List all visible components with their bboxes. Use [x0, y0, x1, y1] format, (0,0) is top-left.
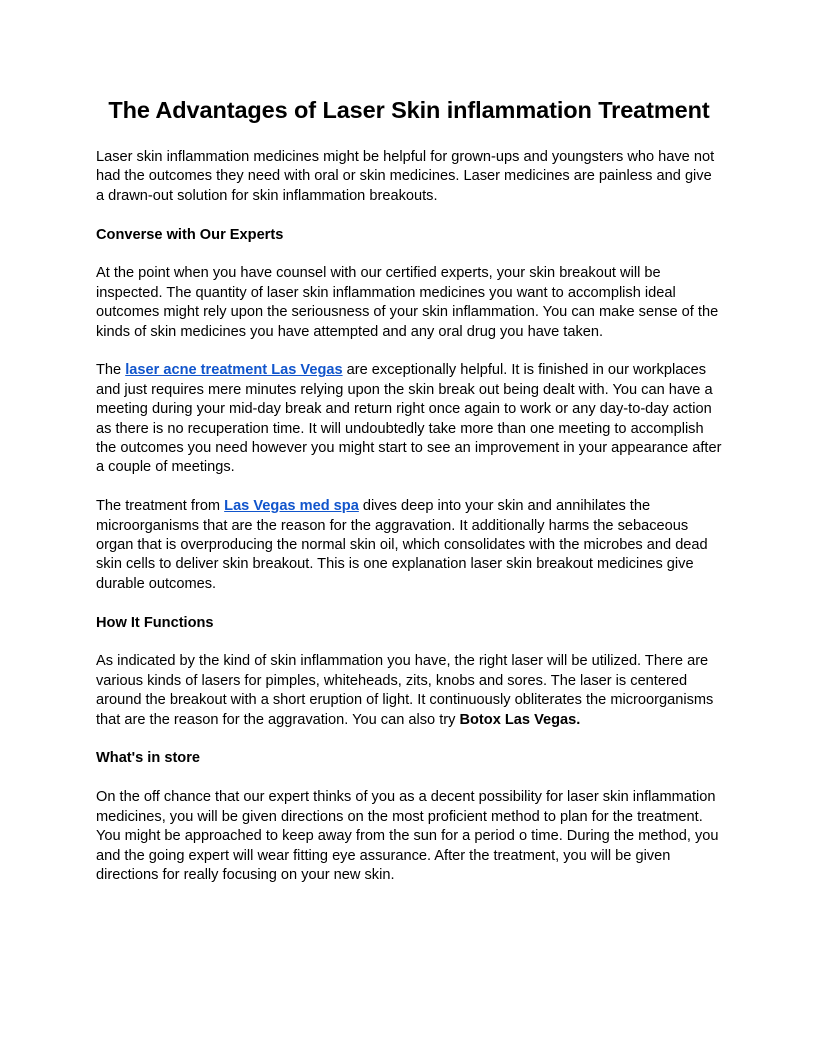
section-heading-experts: Converse with Our Experts — [96, 226, 284, 243]
botox-bold-text: Botox Las Vegas. — [459, 711, 581, 728]
experts-paragraph-2 — [96, 361, 722, 477]
functions-paragraph-text: As indicated by the kind of skin inflammation you have, the right laser will be utilized. There are various kinds of lasers for pimples, whiteheads, zits, knobs and sores. The laser is centered around the breakout with a short eruption of light. It continuously obliterates the microorganisms that are the reason for the aggravation. You can also try — [96, 653, 714, 728]
experts-paragraph-2-pre: The — [96, 362, 126, 379]
document-page — [96, 94, 722, 905]
experts-paragraph-3-pre: The treatment from — [96, 498, 225, 515]
intro-paragraph: Laser skin inflammation medicines might be helpful for grown-ups and youngsters who have not had the outcomes they need with oral or skin medicines. Laser medicines are painless and give a drawn-out solution for skin inflammation breakouts. — [96, 149, 715, 204]
experts-paragraph-1: At the point when you have counsel with our certified experts, your skin breakout will be inspected. The quantity of laser skin inflammation medicines you want to accomplish ideal outcomes might rely upon the seriousness of your skin inflammation. You can make sense of the kinds of skin medicines you have attempted and any oral drug you have taken. — [96, 265, 719, 340]
functions-paragraph — [96, 652, 722, 730]
las-vegas-med-spa-link[interactable]: Las Vegas med spa — [224, 498, 359, 515]
section-heading-whats-in-store: What's in store — [96, 750, 201, 767]
document-title: The Advantages of Laser Skin inflammation Treatment — [108, 97, 710, 123]
experts-paragraph-2-post: are exceptionally helpful. It is finished in our workplaces and just requires mere minutes relying upon the skin break out being dealt with. You can have a meeting during your mid-day break and return right once again to work or any day-to-day action as there is no recuperation time. It will undoubtedly take more than one meeting to accomplish the outcomes you need however you might start to see an improvement in your appearance after a couple of meetings. — [96, 362, 722, 476]
laser-acne-treatment-link[interactable]: laser acne treatment Las Vegas — [125, 362, 343, 379]
section-heading-functions: How It Functions — [96, 614, 214, 631]
experts-paragraph-3-post: dives deep into your skin and annihilates the microorganisms that are the reason for the aggravation. It additionally harms the sebaceous organ that is overproducing the normal skin oil, which consolidates with the microbes and dead skin cells to deliver skin breakout. This is one explanation laser skin breakout medicines give durable outcomes. — [96, 498, 708, 592]
experts-paragraph-3 — [96, 497, 722, 594]
whats-in-store-paragraph: On the off chance that our expert thinks of you as a decent possibility for laser skin inflammation medicines, you will be given directions on the most proficient method to plan for the treatment. You might be approached to keep away from the sun for a period o time. During the method, you and the going expert will wear fitting eye assurance. After the treatment, you will be given directions for really focusing on your new skin. — [96, 789, 719, 883]
